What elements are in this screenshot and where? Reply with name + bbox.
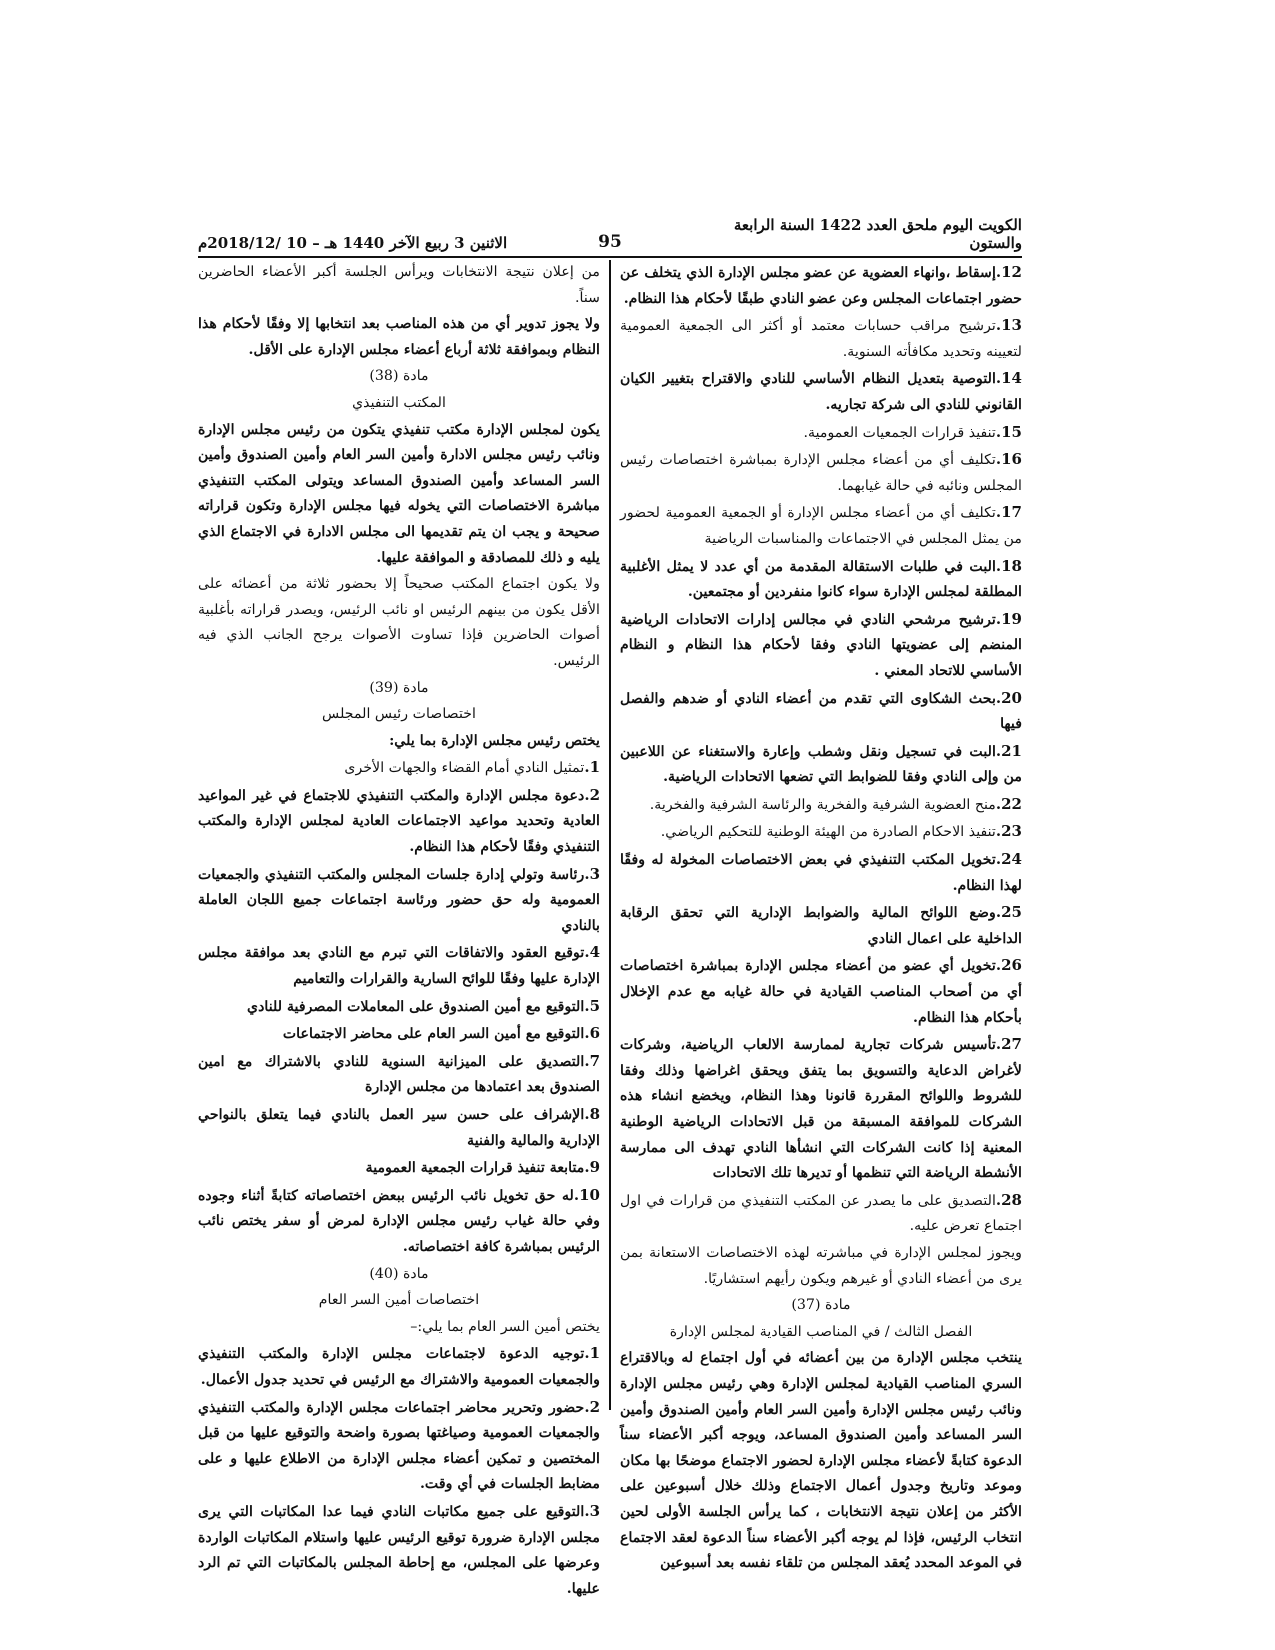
list-item bbox=[198, 940, 600, 992]
item-number: 1. bbox=[584, 1344, 600, 1363]
column-divider bbox=[609, 260, 611, 1410]
item-number: 13. bbox=[995, 316, 1022, 335]
item-text: تأسيس شركات تجارية لممارسة الالعاب الرياضية، وشركات لأغراض الدعاية والتسويق بما يتفق ويحقق اغراضها وذلك وفقا للشروط واللوائح المقررة قانونا وهذا النظام، ويخضع انشاء هذه الشركات للموافقة المسبقة من قبل الاتحادات الرياضية الوطنية المعنية إذا كانت الشركات التي انشأها النادي تهدف الى ممارسة الأنشطة الرياضة التي تنظمها أو تديرها تلك الاتحادات bbox=[620, 1037, 1022, 1182]
article-40-title: اختصاصات أمين السر العام bbox=[318, 1292, 480, 1309]
item-text: الإشراف على حسن سير العمل بالنادي فيما يتعلق بالنواحي الإدارية والمالية والفنية bbox=[198, 1107, 600, 1149]
article-38-text-2: ولا يكون اجتماع المكتب صحيحاً إلا بحضور ثلاثة من أعضائه على الأقل يكون من بينهم الرئيس او نائب الرئيس، ويصدر قراراته بأغلبية أصوات الحاضرين فإذا تساوت الأصوات يرجح الجانب الذي فيه الرئيس. bbox=[198, 576, 600, 669]
list-item bbox=[620, 819, 1022, 846]
item-number: 21. bbox=[995, 741, 1022, 760]
item-text: تخويل أي عضو من أعضاء مجلس الإدارة بمباشرة اختصاصات أي من أصحاب المناصب القيادية في حالة غيابه مع عدم الإخلال بأحكام هذا النظام. bbox=[620, 958, 1022, 1026]
list-item bbox=[620, 1032, 1022, 1187]
item-text: حضور وتحرير محاضر اجتماعات مجلس الإدارة والمكتب التنفيذي والجمعيات العمومية وصياغتها بصورة واضحة والتوقيع عليها من قبل المختصين و تمكين أعضاء مجلس الإدارة من الاطلاع عليها و على مضابط الجلسات في أي وقت. bbox=[198, 1399, 600, 1493]
item-number: 28. bbox=[995, 1190, 1022, 1209]
article-37-text: ينتخب مجلس الإدارة من بين أعضائه في أول اجتماع له وبالاقتراع السري المناصب القيادية لمجلس الإدارة وهي رئيس مجلس الإدارة ونائب رئيس مجلس الإدارة وأمين السر العام وأمين الصندوق وأمين السر المساعد وأمين الصندوق المساعد، ويوجه أكبر الأعضاء سناً الدعوة كتابةً لأعضاء مجلس الإدارة لحضور الاجتماع موضحًا بها مكان وموعد وتاريخ وجدول أعمال الاجتماع وذلك خلال أسبوعين على الأكثر من إعلان نتيجة الانتخابات ، كما يرأس الجلسة الأولى لحين انتخاب الرئيس، فإذا لم يوجه أكبر الأعضاء سناً الدعوة لعقد الاجتماع في الموعد المحدد يُعقد المجلس من تلقاء نفسه بعد أسبوعين bbox=[620, 1350, 1022, 1572]
list-item bbox=[198, 1049, 600, 1101]
article-38-title: المكتب التنفيذي bbox=[352, 394, 446, 411]
article-39-title: اختصاصات رئيس المجلس bbox=[322, 706, 476, 723]
list-item bbox=[198, 994, 600, 1021]
right-column bbox=[620, 260, 1022, 1572]
article-37-heading: مادة (37) bbox=[791, 1297, 851, 1314]
item-number: 22. bbox=[995, 794, 1022, 813]
item-number: 7. bbox=[584, 1051, 600, 1070]
list-item bbox=[620, 1188, 1022, 1240]
article-39-intro: يختص رئيس مجلس الإدارة بما يلي: bbox=[389, 732, 600, 749]
item-text: رئاسة وتولي إدارة جلسات المجلس والمكتب التنفيذي والجمعيات العمومية وله حق حضور ورئاسة اجتماعات جميع اللجان العاملة بالنادي bbox=[198, 866, 600, 934]
item-number: 20. bbox=[995, 688, 1022, 707]
item-text: التوصية بتعديل النظام الأساسي للنادي والاقتراح بتغيير الكيان القانوني للنادي الى شركة تجاريه. bbox=[620, 371, 1022, 413]
header-page-number: 95 bbox=[598, 232, 622, 252]
list-item bbox=[198, 1395, 600, 1498]
list-item bbox=[620, 420, 1022, 447]
item-number: 8. bbox=[584, 1105, 600, 1123]
list-item bbox=[620, 900, 1022, 952]
list-item bbox=[620, 739, 1022, 791]
list-item bbox=[198, 1499, 600, 1602]
item-text: تكليف أي من أعضاء مجلس الإدارة أو الجمعية العمومية لحضور من يمثل المجلس في الاجتماعات والمناسبات الرياضية bbox=[620, 505, 1022, 547]
item-text: توجيه الدعوة لاجتماعات مجلس الإدارة والمكتب التنفيذي والجمعيات العمومية والاشتراك مع الرئيس في تحديد جدول الأعمال. bbox=[198, 1346, 600, 1388]
item-number: 3. bbox=[584, 864, 600, 883]
item-text: التوقيع على جميع مكاتبات النادي فيما عدا المكاتبات التي يرى مجلس الإدارة ضرورة توقيع الرئيس عليها واستلام المكاتبات الواردة وعرضها على المجلس، مع إحاطة المجلس بالمكاتبات التي تم الرد عليها. bbox=[198, 1503, 600, 1597]
list-item bbox=[198, 783, 600, 861]
item-text: تنفيذ الاحكام الصادرة من الهيئة الوطنية للتحكيم الرياضي. bbox=[660, 824, 996, 841]
item-text: منح العضوية الشرفية والفخرية والرئاسة الشرفية والفخرية. bbox=[649, 796, 996, 813]
secretary-duties-list bbox=[198, 1341, 600, 1602]
item-number: 25. bbox=[995, 903, 1022, 922]
list-item bbox=[198, 1155, 600, 1182]
president-duties-list bbox=[198, 755, 600, 1260]
item-number: 3. bbox=[584, 1501, 600, 1520]
header-date: الاثنين 3 ربيع الآخر 1440 هـ – 10 /2018/12م bbox=[198, 234, 508, 252]
item-text: تنفيذ قرارات الجمعيات العمومية. bbox=[803, 424, 996, 441]
list-item bbox=[620, 953, 1022, 1031]
item-text: تكليف أي من أعضاء مجلس الإدارة بمباشرة اختصاصات رئيس المجلس ونائبه في حالة غيابهما. bbox=[620, 452, 1022, 494]
item-number: 6. bbox=[584, 1024, 600, 1043]
item-text: تخويل المكتب التنفيذي في بعض الاختصاصات المخولة له وفقًا لهذا النظام. bbox=[620, 852, 1022, 894]
list-item bbox=[620, 313, 1022, 365]
list-item bbox=[620, 686, 1022, 738]
list-item bbox=[620, 554, 1022, 606]
header-issue: الكويت اليوم ملحق العدد 1422 السنة الرابعة والستون bbox=[733, 216, 1022, 252]
item-number: 2. bbox=[584, 785, 600, 804]
item-number: 27. bbox=[995, 1035, 1022, 1054]
item-number: 9. bbox=[584, 1158, 600, 1177]
page-header bbox=[198, 216, 1022, 258]
list-item bbox=[198, 1183, 600, 1261]
article-39-heading: مادة (39) bbox=[369, 679, 429, 696]
list-item bbox=[620, 260, 1022, 312]
item-text: البت في طلبات الاستقالة المقدمة من أي عدد لا يمثل الأغلبية المطلقة لمجلس الإدارة سواء كانوا منفردين أو مجتمعين. bbox=[620, 558, 1022, 601]
continuation-paragraph-2: ولا يجوز تدوير أي من هذه المناصب بعد انتخابها إلا وفقًا لأحكام هذا النظام وبموافقة ثلاثة أرباع أعضاء مجلس الإدارة على الأقل. bbox=[198, 316, 600, 358]
item-number: 18. bbox=[995, 556, 1022, 575]
item-number: 15. bbox=[995, 422, 1022, 441]
left-column bbox=[198, 260, 600, 1597]
item-number: 19. bbox=[995, 609, 1022, 628]
item-text: ترشيح مراقب حسابات معتمد أو أكثر الى الجمعية العمومية لتعيينه وتحديد مكافأته السنوية. bbox=[620, 318, 1022, 360]
item-text: له حق تخويل نائب الرئيس ببعض اختصاصاته كتابةً أثناء وجوده وفي حالة غياب رئيس مجلس الإدارة لمرض أو سفر يختص نائب الرئيس بمباشرة كافة اختصاصاته. bbox=[198, 1187, 600, 1255]
item-number: 14. bbox=[995, 369, 1022, 388]
article-40-heading: مادة (40) bbox=[369, 1265, 429, 1282]
chapter-title: الفصل الثالث / في المناصب القيادية لمجلس الإدارة bbox=[669, 1323, 973, 1340]
item-text: بحث الشكاوى التي تقدم من أعضاء النادي أو ضدهم والفصل فيها bbox=[620, 690, 1022, 733]
item-text: وضع اللوائح المالية والضوابط الإدارية التي تحقق الرقابة الداخلية على اعمال النادي bbox=[620, 905, 1022, 947]
item-number: 23. bbox=[995, 822, 1022, 841]
board-duties-list bbox=[620, 260, 1022, 1240]
item-number: 2. bbox=[584, 1397, 600, 1416]
item-text: التوقيع مع أمين السر العام على محاضر الاجتماعات bbox=[282, 1026, 585, 1043]
item-text: إسقاط ،وانهاء العضوية عن عضو مجلس الإدارة الذي يتخلف عن حضور اجتماعات المجلس وعن عضو النادي طبقًا لأحكام هذا النظام. bbox=[620, 265, 1022, 307]
list-item bbox=[198, 755, 600, 782]
item-number: 17. bbox=[995, 503, 1022, 522]
item-number: 24. bbox=[995, 850, 1022, 869]
list-item bbox=[620, 607, 1022, 685]
item-number: 1. bbox=[584, 758, 600, 777]
item-number: 4. bbox=[584, 943, 600, 962]
list-item bbox=[198, 1341, 600, 1393]
list-item bbox=[198, 862, 600, 940]
article-38-text-1: يكون لمجلس الإدارة مكتب تنفيذي يتكون من رئيس مجلس الإدارة ونائب رئيس مجلس الادارة وأمين السر العام وأمين الصندوق وأمين السر المساعد وأمين الصندوق المساعد ويتولى المكتب التنفيذي مباشرة الاختصاصات التي يخوله فيها مجلس الإدارة وتكون قراراته صحيحة و يجب ان يتم تقديمها الى مجلس الادارة في الاجتماع الذي يليه و ذلك للمصادقة و الموافقة عليها. bbox=[198, 421, 600, 566]
item-number: 10. bbox=[573, 1185, 600, 1204]
item-text: متابعة تنفيذ قرارات الجمعية العمومية bbox=[365, 1160, 585, 1177]
item-number: 16. bbox=[995, 450, 1022, 469]
item-text: البت في تسجيل ونقل وشطب وإعارة والاستغناء عن اللاعبين من وإلى النادي وفقا للضوابط التي تضعها الاتحادات الرياضية. bbox=[620, 743, 1022, 786]
item-text: ترشيح مرشحي النادي في مجالس إدارات الاتحادات الرياضية المنضم إلى عضويتها النادي وفقا لأحكام هذا النظام و النظام الأساسي للاتحاد المعني . bbox=[620, 611, 1022, 679]
item-text: التوقيع مع أمين الصندوق على المعاملات المصرفية للنادي bbox=[246, 998, 585, 1015]
list-item bbox=[620, 447, 1022, 499]
continuation-paragraph-1: من إعلان نتيجة الانتخابات ويرأس الجلسة أكبر الأعضاء الحاضرين سناً. bbox=[198, 264, 600, 306]
item-text: توقيع العقود والاتفاقات التي تبرم مع النادي بعد موافقة مجلس الإدارة عليها وفقًا للوائح السارية والقرارات والتعاميم bbox=[198, 945, 600, 988]
gazette-page bbox=[198, 216, 1022, 1597]
item-number: 26. bbox=[995, 956, 1022, 975]
item-number: 12. bbox=[995, 263, 1022, 281]
list-item bbox=[620, 847, 1022, 899]
article-40-intro: يختص أمين السر العام بما يلي:– bbox=[410, 1318, 600, 1335]
item-text: تمثيل النادي أمام القضاء والجهات الأخرى bbox=[344, 760, 585, 777]
list-item bbox=[620, 792, 1022, 819]
list-item bbox=[198, 1021, 600, 1048]
item-text: التصديق على الميزانية السنوية للنادي بالاشتراك مع امين الصندوق بعد اعتمادها من مجلس الإدارة bbox=[198, 1053, 600, 1096]
list-item bbox=[198, 1102, 600, 1154]
list-item bbox=[620, 366, 1022, 418]
item-text: دعوة مجلس الإدارة والمكتب التنفيذي للاجتماع في غير المواعيد العادية وتحديد مواعيد الاجتماعات العادية لمجلس الإدارة والمكتب التنفيذي وفقًا لأحكام هذا النظام. bbox=[198, 787, 600, 856]
closing-paragraph: ويجوز لمجلس الإدارة في مباشرته لهذه الاختصاصات الاستعانة بمن يرى من أعضاء النادي أو غيرهم ويكون رأيهم استشاريًا. bbox=[620, 1244, 1022, 1287]
text-columns bbox=[198, 260, 1022, 1597]
list-item bbox=[620, 500, 1022, 552]
article-38-heading: مادة (38) bbox=[369, 368, 429, 385]
item-text: التصديق على ما يصدر عن المكتب التنفيذي من قرارات في اول اجتماع تعرض عليه. bbox=[620, 1192, 1022, 1235]
item-number: 5. bbox=[584, 996, 600, 1015]
